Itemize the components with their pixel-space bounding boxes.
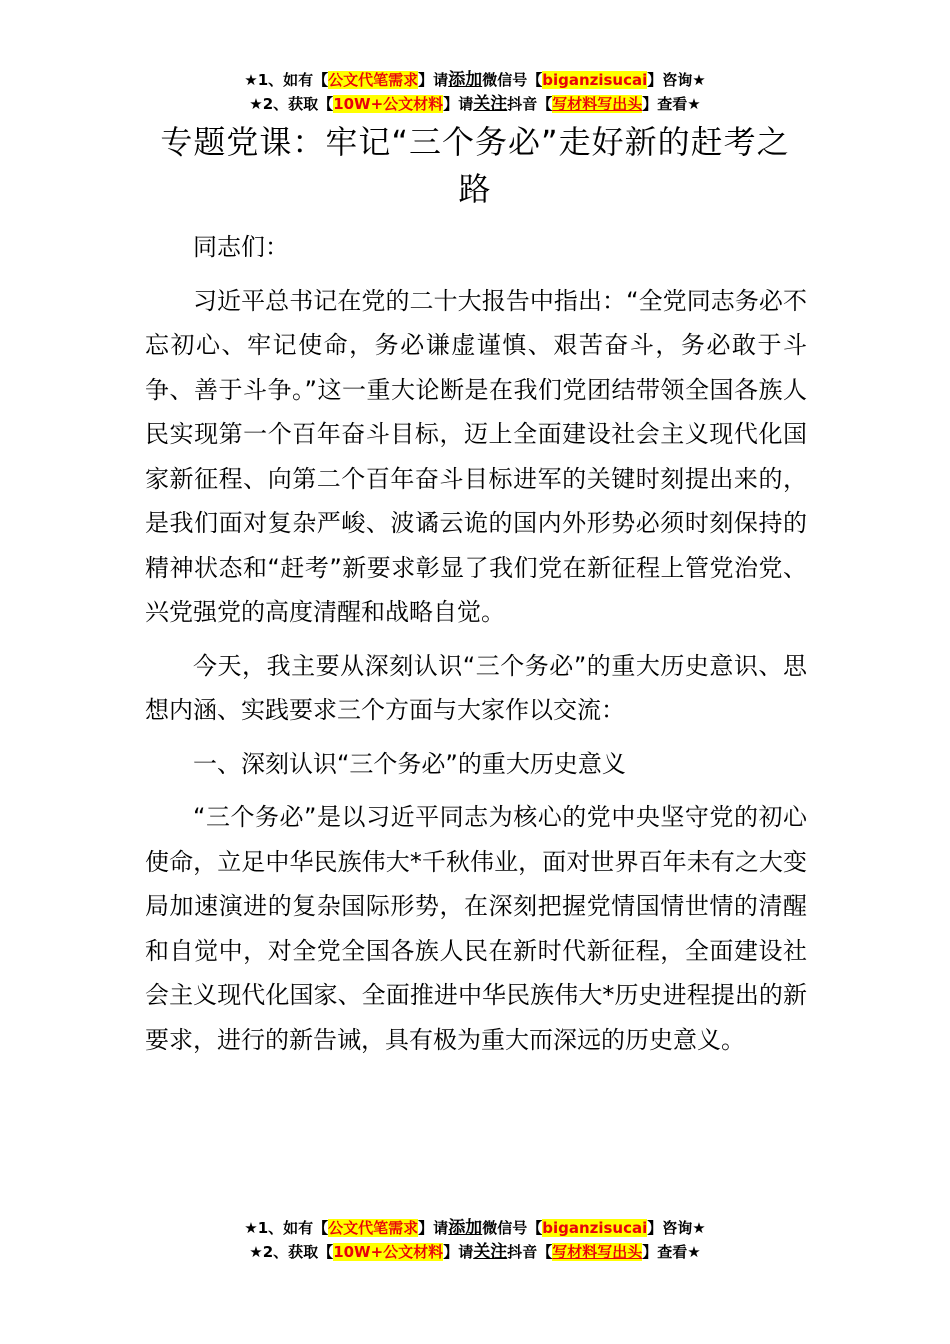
- document-title: 专题党课：牢记“三个务必”走好新的赶考之路: [160, 123, 790, 208]
- promo-text: 】查看★: [642, 1243, 701, 1261]
- promo-line-1: [0, 1216, 950, 1240]
- promo-line-2: [0, 1240, 950, 1264]
- promo-text: 微信号【: [482, 71, 543, 89]
- promo-banner-bottom: [0, 1216, 950, 1264]
- promo-line-2: [0, 92, 950, 116]
- promo-text: ★1、如有【: [244, 71, 329, 89]
- promo-text: 】查看★: [642, 95, 701, 113]
- section-heading: 一、深刻认识“三个务必”的重大历史意义: [193, 749, 626, 778]
- promo-text: 】请: [418, 1219, 449, 1237]
- promo-emphasis: 添加: [448, 70, 483, 90]
- promo-text: 抖音【: [507, 1243, 553, 1261]
- promo-line-1: [0, 68, 950, 92]
- body-paragraph: 今天，我主要从深刻认识“三个务必”的重大历史意识、思想内涵、实践要求三个方面与大家作以交流：: [145, 651, 807, 724]
- promo-banner-top: [0, 68, 950, 116]
- promo-text: 】请: [443, 95, 474, 113]
- promo-text: 】请: [443, 1243, 474, 1261]
- promo-emphasis: 添加: [448, 1218, 483, 1238]
- promo-douyin-id: 写材料写出头: [552, 95, 643, 113]
- salutation: 同志们：: [193, 233, 289, 261]
- promo-douyin-id: 写材料写出头: [552, 1243, 643, 1261]
- promo-emphasis: 关注: [473, 94, 508, 114]
- promo-emphasis: 关注: [473, 1242, 508, 1262]
- promo-text: 微信号【: [482, 1219, 543, 1237]
- promo-highlight-service: 公文代笔需求: [328, 1219, 419, 1237]
- promo-text: 】咨询★: [647, 71, 706, 89]
- promo-highlight-materials: 10W+公文材料: [333, 1243, 444, 1261]
- document-body: [145, 225, 807, 1071]
- promo-text: ★1、如有【: [244, 1219, 329, 1237]
- promo-text: ★2、获取【: [249, 1243, 334, 1261]
- promo-text: ★2、获取【: [249, 95, 334, 113]
- promo-wechat-id: biganzisucai: [542, 1219, 648, 1237]
- promo-highlight-materials: 10W+公文材料: [333, 95, 444, 113]
- promo-highlight-service: 公文代笔需求: [328, 71, 419, 89]
- body-paragraph: “三个务必”是以习近平同志为核心的党中央坚守党的初心使命，立足中华民族伟大*千秋伟业，面对世界百年未有之大变局加速演进的复杂国际形势，在深刻把握党情国情世情的清醒和自觉中，对全党全国各族人民在新时代新征程，全面建设社会主义现代化国家、全面推进中华民族伟大*历史进程提出的新要求，进行的新告诫，具有极为重大而深远的历史意义。: [145, 803, 807, 1054]
- promo-text: 】请: [418, 71, 449, 89]
- promo-text: 】咨询★: [647, 1219, 706, 1237]
- body-paragraph: 习近平总书记在党的二十大报告中指出：“全党同志务必不忘初心、牢记使命，务必谦虚谨慎、艰苦奋斗，务必敢于斗争、善于斗争。”这一重大论断是在我们党团结带领全国各族人民实现第一个百年奋斗目标，迈上全面建设社会主义现代化国家新征程、向第二个百年奋斗目标进军的关键时刻提出来的，是我们面对复杂严峻、波谲云诡的国内外形势必须时刻保持的精神状态和“赶考”新要求彰显了我们党在新征程上管党治党、兴党强党的高度清醒和战略自觉。: [145, 286, 807, 626]
- promo-text: 抖音【: [507, 95, 553, 113]
- promo-wechat-id: biganzisucai: [542, 71, 648, 89]
